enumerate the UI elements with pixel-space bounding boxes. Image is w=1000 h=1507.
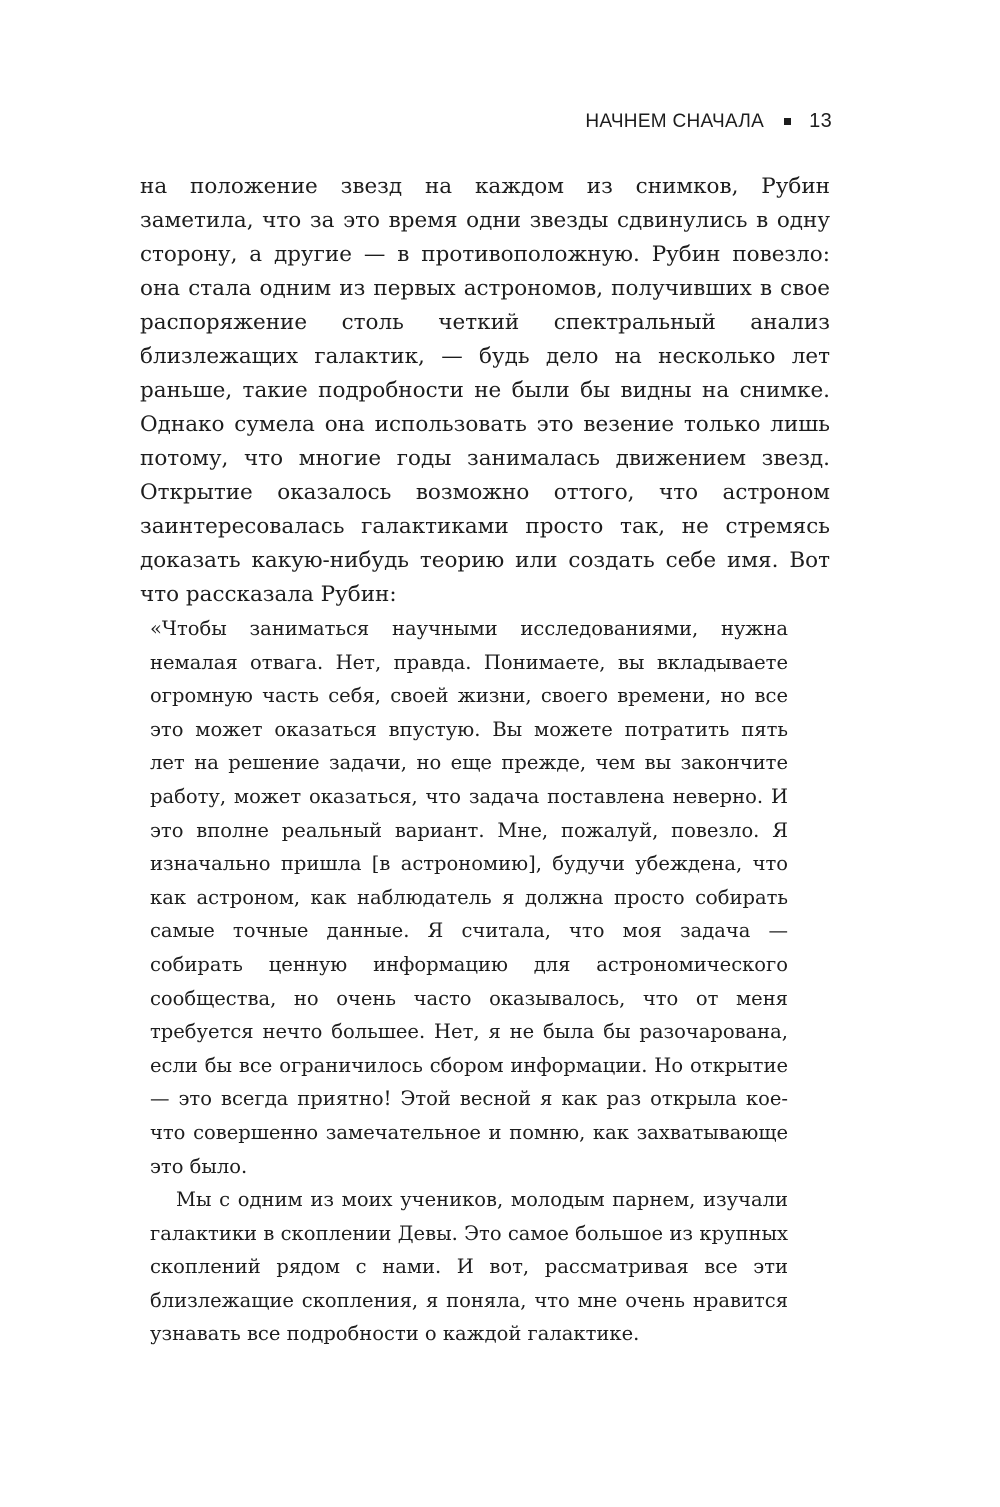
quote-paragraph-1: «Чтобы заниматься научными исследованиями, нужна немалая отвага. Нет, правда. Понимаете, вы вкладываете огромную часть себя, своей жизни, своего времени, но все это может оказаться впустую. Вы можете потратить пять лет на решение задачи, но еще прежде, чем вы закончите работу, может оказаться, что задача поставлена неверно. И это вполне реальный вариант. Мне, пожалуй, повезло. Я изначально пришла [в астрономию], будучи убеждена, что как астроном, как наблюдатель я должна просто собирать самые точные данные. Я считала, что моя задача — собирать ценную информацию для астрономического сообщества, но очень часто оказывалось, что от меня требуется нечто большее. Нет, я не была бы разочарована, если бы все ограничилось сбором информации. Но открытие — это всегда приятно! Этой весной я как раз открыла кое-что совершенно замечательное и помню, как захватывающе это было. (150, 617, 788, 1178)
running-head (585, 110, 832, 133)
quote-paragraph-2: Мы с одним из моих учеников, молодым парнем, изучали галактики в скоплении Девы. Это самое большое из крупных скоплений рядом с нами. И вот, рассматривая все эти близлежащие скопления, я поняла, что мне очень нравится узнавать все подробности о каждой галактике. (150, 1188, 788, 1346)
body-paragraph: на положение звезд на каждом из снимков, Рубин заметила, что за это время одни звезды сдвинулись в одну сторону, а другие — в противоположную. Рубин повезло: она стала одним из первых астрономов, получивших в свое распоряжение столь четкий спектральный анализ близлежащих галактик, — будь дело на несколько лет раньше, такие подробности не были бы видны на снимке. Однако сумела она использовать это везение только лишь потому, что многие годы занималась движением звезд. Открытие оказалось возможно оттого, что астроном заинтересовалась галактиками просто так, не стремясь доказать какую-нибудь теорию или создать себе имя. Вот что рассказала Рубин: (140, 174, 830, 607)
block-quote (150, 612, 788, 1351)
running-head-title: НАЧНЕМ СНАЧАЛА (585, 110, 765, 132)
page-number: 13 (809, 110, 832, 132)
separator-square-icon (784, 118, 791, 125)
